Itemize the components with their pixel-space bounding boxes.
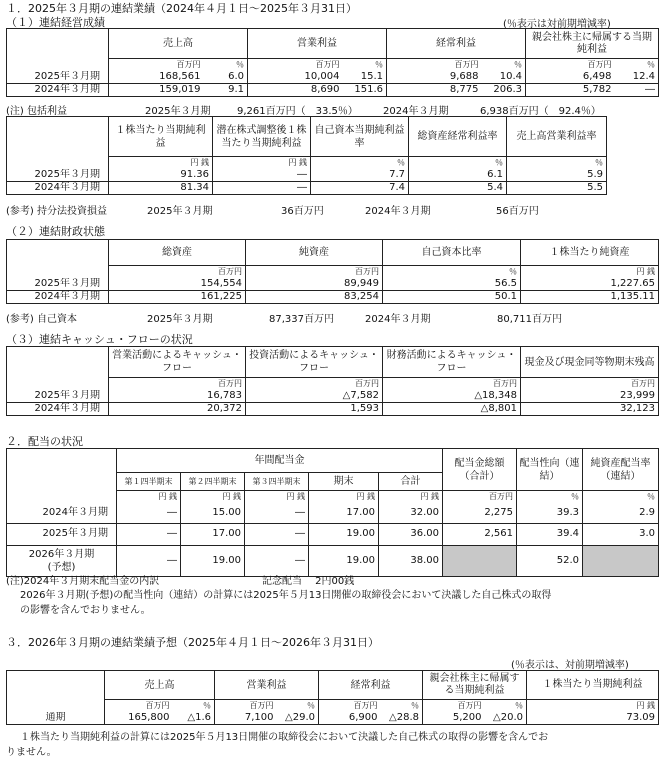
value-cell: 38.00 (379, 545, 443, 576)
unit-cell: 円 銭 (379, 491, 443, 503)
dividends-table (6, 448, 659, 577)
value-cell: 19.00 (309, 545, 379, 576)
value-cell: ― (117, 503, 181, 524)
section1-2-title: （２）連結財政状態 (6, 225, 105, 238)
header-ordinary-profit: 経常利益 (387, 29, 526, 59)
equity-method-period2: 2024年３月期 (365, 206, 431, 217)
unit-cell: 百万円 (319, 700, 381, 712)
value-cell: ― (213, 169, 311, 182)
row-label: 2024年３月期 (7, 290, 109, 303)
section1-1-title: （１）連結経営成績 (6, 16, 105, 29)
value-cell: 23,999 (521, 390, 659, 403)
value-cell: 3.0 (583, 523, 659, 545)
value-cell: 19.00 (309, 523, 379, 545)
value-cell: 1,135.11 (521, 290, 659, 303)
unit-cell: ％ (204, 59, 248, 71)
pct-note: (％表示は対前期増減率) (503, 19, 611, 30)
unit-cell: ％ (482, 59, 526, 71)
value-cell: 2,561 (443, 523, 517, 545)
unit-cell: 百万円 (215, 700, 277, 712)
per-share-table (6, 116, 607, 195)
value-cell: 81.34 (109, 181, 213, 194)
header-annual-dividend: 年間配当金 (117, 449, 443, 473)
table-row (7, 71, 659, 84)
value-cell: ― (615, 83, 659, 96)
value-cell: 36.00 (379, 523, 443, 545)
unit-cell: 百万円 (109, 378, 246, 390)
table-row (7, 503, 659, 524)
dividend-note-1: (注)2024年３月期末配当金の内訳 (6, 576, 160, 587)
unit-cell: 百万円 (387, 59, 482, 71)
value-cell: 2,275 (443, 503, 517, 524)
equity-method-period1: 2025年３月期 (147, 206, 213, 217)
value-cell: △8,801 (383, 402, 521, 415)
unit-cell: ％ (173, 700, 215, 712)
unit-cell: 百万円 (526, 59, 615, 71)
forecast-note-2: りません。 (6, 747, 57, 758)
unit-cell: 百万円 (423, 700, 485, 712)
unit-cell: ％ (343, 59, 387, 71)
unit-cell: 円 銭 (245, 491, 309, 503)
unit-cell: 百万円 (521, 378, 659, 390)
value-cell: 161,225 (109, 290, 246, 303)
unit-cell: ％ (583, 491, 659, 503)
section1-title: １．2025年３月期の連結業績（2024年４月１日～2025年３月31日） (6, 2, 357, 15)
unit-cell: ％ (485, 700, 527, 712)
value-cell: 39.3 (517, 503, 583, 524)
forecast-period: 2026年３月期 (28, 548, 95, 560)
forecast-header-operating-profit: 営業利益 (215, 671, 319, 700)
comprehensive-income-period1: 2025年３月期 (145, 106, 211, 117)
value-cell: 15.00 (181, 503, 245, 524)
forecast-header-ordinary-profit: 経常利益 (319, 671, 423, 700)
row-label: 2025年３月期 (7, 390, 109, 403)
value-cell: ― (213, 181, 311, 194)
value-cell: ― (245, 503, 309, 524)
header-dividend-total: 配当金総額（合計） (443, 449, 517, 491)
row-label: 2025年３月期 (7, 523, 117, 545)
forecast-tag: (予想) (47, 561, 76, 573)
header-roa: 総資産経常利益率 (409, 117, 507, 157)
equity-method-label: (参考) 持分法投資損益 (6, 206, 107, 217)
value-cell: 1,593 (246, 402, 383, 415)
value-cell: 39.4 (517, 523, 583, 545)
value-cell: 5,782 (526, 83, 615, 96)
gray-cell (583, 545, 659, 576)
value-cell: 9,688 (387, 71, 482, 84)
value-cell: 19.00 (181, 545, 245, 576)
value-cell: ― (245, 545, 309, 576)
table-row (7, 290, 659, 303)
unit-cell: 百万円 (246, 378, 383, 390)
forecast-pct-note: (％表示は、対前期増減率) (511, 660, 629, 671)
value-cell: 91.36 (109, 169, 213, 182)
unit-cell: 百万円 (383, 378, 521, 390)
unit-cell: ％ (381, 700, 423, 712)
header-cash-balance: 現金及び現金同等物期末残高 (521, 347, 659, 378)
value-cell: △7,582 (246, 390, 383, 403)
value-cell: 8,775 (387, 83, 482, 96)
value-cell: 7.7 (311, 169, 409, 182)
header-blank (7, 29, 109, 59)
unit-cell: ％ (409, 157, 507, 169)
unit-cell: 百万円 (109, 266, 246, 278)
forecast-note-1: １株当たり当期純利益の計算には2025年５月13日開催の取締役会において決議した自己株式の取得の影響を含んでお (20, 732, 549, 743)
unit-cell: 円 銭 (213, 157, 311, 169)
table-row (7, 83, 659, 96)
value-cell: 52.0 (517, 545, 583, 576)
header-operating-profit: 営業利益 (248, 29, 387, 59)
row-label: 2024年３月期 (7, 83, 109, 96)
unit-cell: 円 銭 (309, 491, 379, 503)
unit-cell: 百万円 (109, 59, 204, 71)
unit-cell: 百万円 (248, 59, 343, 71)
value-cell: 10.4 (482, 71, 526, 84)
header-roe: 自己資本当期純利益率 (311, 117, 409, 157)
value-cell: 5,200 (423, 712, 485, 725)
value-cell: △18,348 (383, 390, 521, 403)
value-cell: 6,498 (526, 71, 615, 84)
header-diluted-eps: 潜在株式調整後１株当たり当期純利益 (213, 117, 311, 157)
table-row (7, 278, 659, 291)
value-cell: 16,783 (109, 390, 246, 403)
forecast-header-eps: １株当たり当期純利益 (527, 671, 659, 700)
value-cell: ― (117, 523, 181, 545)
unit-cell: ％ (383, 266, 521, 278)
comprehensive-income-period2: 2024年３月期 (383, 106, 449, 117)
table-row (7, 169, 607, 182)
value-cell: 154,554 (109, 278, 246, 291)
value-cell: 6,900 (319, 712, 381, 725)
value-cell: 83,254 (246, 290, 383, 303)
equity-method-value2: 56百万円 (496, 206, 539, 217)
value-cell: 6.0 (204, 71, 248, 84)
value-cell: 5.4 (409, 181, 507, 194)
gray-cell (443, 545, 517, 576)
own-capital-label: (参考) 自己資本 (6, 314, 77, 325)
value-cell: △20.0 (485, 712, 527, 725)
value-cell: 168,561 (109, 71, 204, 84)
value-cell: 50.1 (383, 290, 521, 303)
value-cell: 56.5 (383, 278, 521, 291)
header-dividend-on-net-assets: 純資産配当率（連結） (583, 449, 659, 491)
row-label: 2024年３月期 (7, 181, 109, 194)
section1-3-title: （３）連結キャッシュ・フローの状況 (6, 333, 193, 346)
own-capital-value2: 80,711百万円 (497, 314, 562, 325)
section3-title: ３．2026年３月期の連結業績予想（2025年４月１日～2026年３月31日） (6, 636, 379, 649)
header-margin: 売上高営業利益率 (507, 117, 607, 157)
value-cell: 17.00 (309, 503, 379, 524)
value-cell: 17.00 (181, 523, 245, 545)
value-cell: 2.9 (583, 503, 659, 524)
forecast-header-net-income: 親会社株主に帰属する当期純利益 (423, 671, 527, 700)
value-cell: 9.1 (204, 83, 248, 96)
value-cell: 12.4 (615, 71, 659, 84)
header-total: 合計 (379, 473, 443, 491)
comprehensive-income-value2: 6,938百万円（ 92.4％） (480, 106, 601, 117)
value-cell: 7.4 (311, 181, 409, 194)
row-label: 2024年３月期 (7, 402, 109, 415)
header-q2: 第２四半期末 (181, 473, 245, 491)
unit-cell: ％ (277, 700, 319, 712)
dividend-note-3: の影響を含んでおりません。 (20, 605, 151, 616)
value-cell: 6.1 (409, 169, 507, 182)
forecast-header-sales: 売上高 (105, 671, 215, 700)
unit-cell: 百万円 (105, 700, 173, 712)
unit-cell: 円 銭 (521, 266, 659, 278)
equity-method-value1: 36百万円 (281, 206, 324, 217)
value-cell: 89,949 (246, 278, 383, 291)
value-cell: 8,690 (248, 83, 343, 96)
unit-cell: 円 銭 (181, 491, 245, 503)
dividend-note-2: 2026年３月期(予想)の配当性向（連結）の計算には2025年５月13日開催の取締役会において決議した自己株式の取得 (20, 590, 552, 601)
comprehensive-income-label: (注) 包括利益 (6, 106, 67, 117)
header-net-income: 親会社株主に帰属する当期純利益 (526, 29, 659, 59)
own-capital-period1: 2025年３月期 (147, 314, 213, 325)
unit-cell: 百万円 (246, 266, 383, 278)
header-financing-cf: 財務活動によるキャッシュ・フロー (383, 347, 521, 378)
header-eps: １株当たり当期純利益 (109, 117, 213, 157)
value-cell: 5.5 (507, 181, 607, 194)
value-cell: 7,100 (215, 712, 277, 725)
row-label: 2025年３月期 (7, 169, 109, 182)
table-row (7, 390, 659, 403)
value-cell: ― (117, 545, 181, 576)
unit-cell: 円 銭 (117, 491, 181, 503)
cash-flow-table (6, 346, 659, 416)
forecast-table (6, 670, 659, 725)
table-row (7, 402, 659, 415)
row-label: 2024年３月期 (7, 503, 117, 524)
value-cell: 20,372 (109, 402, 246, 415)
unit-cell: ％ (311, 157, 409, 169)
header-q1: 第１四半期末 (117, 473, 181, 491)
header-equity-ratio: 自己資本比率 (383, 240, 521, 266)
own-capital-period2: 2024年３月期 (365, 314, 431, 325)
value-cell: 159,019 (109, 83, 204, 96)
header-year-end: 期末 (309, 473, 379, 491)
row-label: 2025年３月期 (7, 71, 109, 84)
own-capital-value1: 87,337百万円 (269, 314, 334, 325)
header-operating-cf: 営業活動によるキャッシュ・フロー (109, 347, 246, 378)
unit-cell: 円 銭 (527, 700, 659, 712)
header-q3: 第３四半期末 (245, 473, 309, 491)
value-cell: 15.1 (343, 71, 387, 84)
value-cell: 10,004 (248, 71, 343, 84)
value-cell: ― (245, 523, 309, 545)
unit-cell: ％ (517, 491, 583, 503)
unit-cell: ％ (507, 157, 607, 169)
table-row (7, 523, 659, 545)
value-cell: △1.6 (173, 712, 215, 725)
table-row (7, 712, 659, 725)
header-total-assets: 総資産 (109, 240, 246, 266)
table-row (7, 181, 607, 194)
value-cell: 5.9 (507, 169, 607, 182)
unit-cell: 百万円 (443, 491, 517, 503)
value-cell: 1,227.65 (521, 278, 659, 291)
header-sales: 売上高 (109, 29, 248, 59)
row-label: 2025年３月期 (7, 278, 109, 291)
header-payout-ratio: 配当性向（連結） (517, 449, 583, 491)
unit-cell: ％ (615, 59, 659, 71)
value-cell: 32,123 (521, 402, 659, 415)
operating-results-table (6, 28, 659, 97)
value-cell: 165,800 (105, 712, 173, 725)
header-investing-cf: 投資活動によるキャッシュ・フロー (246, 347, 383, 378)
value-cell: △28.8 (381, 712, 423, 725)
header-bps: １株当たり純資産 (521, 240, 659, 266)
dividend-note-commemorative: 記念配当 2円00銭 (262, 576, 355, 587)
row-label: 通期 (7, 712, 105, 725)
value-cell: 73.09 (527, 712, 659, 725)
value-cell: △29.0 (277, 712, 319, 725)
value-cell: 206.3 (482, 83, 526, 96)
comprehensive-income-value1: 9,261百万円（ 33.5％） (237, 106, 358, 117)
financial-position-table (6, 239, 659, 304)
header-net-assets: 純資産 (246, 240, 383, 266)
section2-title: ２．配当の状況 (6, 435, 83, 448)
value-cell: 32.00 (379, 503, 443, 524)
unit-cell: 円 銭 (109, 157, 213, 169)
value-cell: 151.6 (343, 83, 387, 96)
